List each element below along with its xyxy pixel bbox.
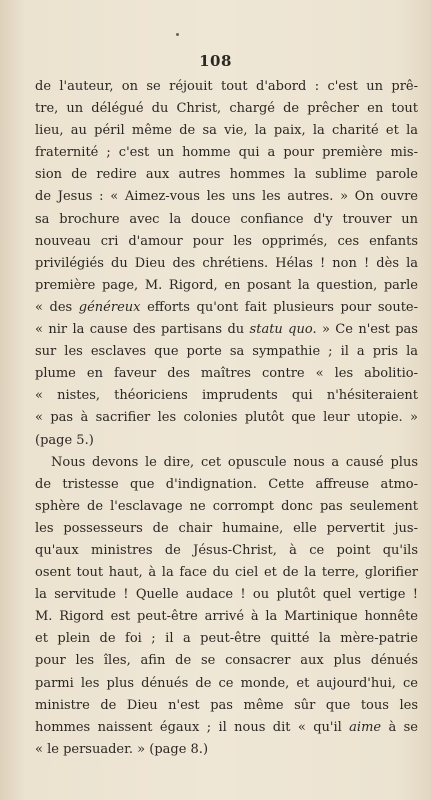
text-line: sion de redire aux autres hommes la sublime parole [35,167,418,183]
text-line: fraternité ; c'est un homme qui a pour première mis- [35,145,418,161]
text-line: Nous devons le dire, cet opuscule nous a causé plus [51,454,418,470]
text-segment: « des [35,299,79,315]
text-segment: hommes naissent égaux ; il nous dit « qu'il [35,719,350,735]
text-line: sphère de l'esclavage ne corrompt donc pas seulement [35,498,418,514]
text-segment: à se [381,719,418,735]
text-line: « nistes, théoriciens imprudents qui n'hésiteraient [35,388,418,404]
text-line: la servitude ! Quelle audace ! ou plutôt quel vertige ! [35,587,418,603]
text-line: plume en faveur des maîtres contre « les abolitio- [35,366,418,382]
text-line: de Jesus : « Aimez-vous les uns les autres. » On ouvre [35,189,418,205]
text-line: nouveau cri d'amour pour les opprimés, ces enfants [35,233,418,249]
paper-speck [176,33,179,36]
text-line-mixed [35,717,418,739]
italic-word: généreux [78,299,141,315]
text-line: pour les îles, afin de se consacrer aux plus dénués [35,653,418,669]
text-line: parmi les plus dénués de ce monde, et aujourd'hui, ce [35,675,418,691]
text-line: et plein de foi ; il a peut-être quitté la mère-patrie [35,631,418,647]
text-line: sur les esclaves que porte sa sympathie ; il a pris la [35,344,418,360]
italic-word: aime [349,719,382,735]
text-line: « le persuader. » (page 8.) [35,741,209,757]
text-line: osent tout haut, à la face du ciel et de la terre, glorifier [35,565,418,581]
page-number: 108 [199,52,232,70]
text-line: privilégiés du Dieu des chrétiens. Hélas ! non ! dès la [35,255,418,271]
text-line: ministre de Dieu n'est pas même sûr que tous les [35,697,418,713]
text-line: tre, un délégué du Christ, chargé de prêcher en tout [35,101,418,117]
text-line-mixed [35,319,418,341]
text-line: (page 5.) [35,432,94,448]
text-line: les possesseurs de chair humaine, elle pervertit jus- [35,520,418,536]
text-segment: » Ce n'est pas [316,322,418,338]
text-segment: « nir la cause des partisans du [35,322,250,338]
text-line-mixed [35,297,418,319]
italic-word: statu quo. [249,322,317,338]
text-segment: efforts qu'ont fait plusieurs pour soute- [140,299,419,315]
text-line: qu'aux ministres de Jésus-Christ, à ce point qu'ils [35,542,418,558]
text-line: lieu, au péril même de sa vie, la paix, la charité et la [35,123,418,139]
text-line: « pas à sacrifier les colonies plutôt que leur utopie. » [35,410,418,426]
body-text [35,76,418,761]
text-line: M. Rigord est peut-être arrivé à la Martinique honnête [35,609,418,625]
text-line: sa brochure avec la douce confiance d'y trouver un [35,211,418,227]
text-line: de l'auteur, on se réjouit tout d'abord : c'est un prê- [35,79,418,94]
text-line: première page, M. Rigord, en posant la question, parle [35,277,418,293]
text-line: de tristesse que d'indignation. Cette affreuse atmo- [35,476,418,492]
